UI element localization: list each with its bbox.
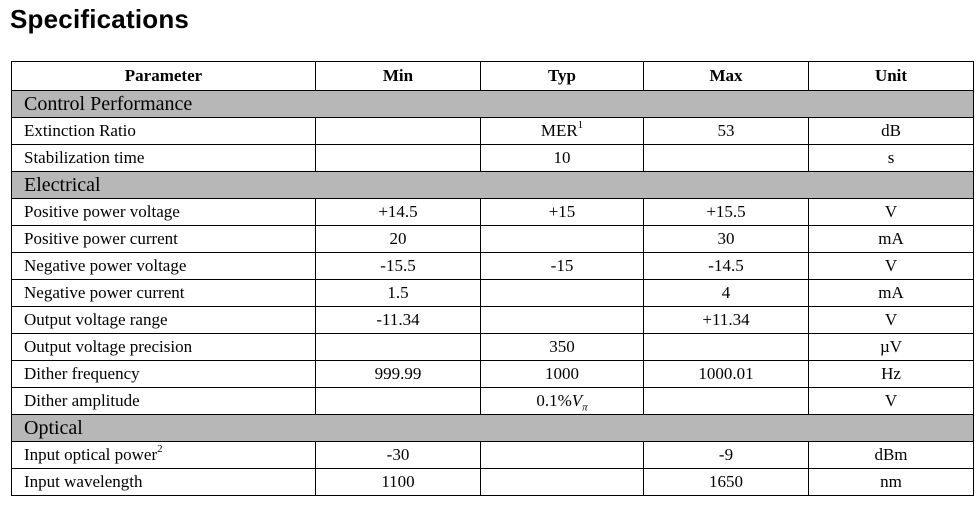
header-unit: Unit (809, 62, 974, 91)
unit-cell: µV (809, 334, 974, 361)
specifications-table (11, 61, 974, 496)
typ-cell (481, 226, 644, 253)
unit-cell: V (809, 199, 974, 226)
param-cell: Dither amplitude (12, 388, 316, 415)
param-cell: Extinction Ratio (12, 118, 316, 145)
table-row (12, 118, 974, 145)
max-cell: -14.5 (644, 253, 809, 280)
footnote-marker: 2 (157, 443, 163, 456)
min-cell: 1.5 (316, 280, 481, 307)
param-cell: Positive power voltage (12, 199, 316, 226)
typ-cell (481, 442, 644, 469)
header-typ: Typ (481, 62, 644, 91)
param-cell: Stabilization time (12, 145, 316, 172)
min-cell: -15.5 (316, 253, 481, 280)
min-cell: 20 (316, 226, 481, 253)
min-cell (316, 118, 481, 145)
min-cell (316, 334, 481, 361)
max-cell: -9 (644, 442, 809, 469)
max-cell (644, 388, 809, 415)
footnote-marker: 1 (577, 119, 584, 132)
typ-variable: V (571, 391, 583, 410)
max-cell: +11.34 (644, 307, 809, 334)
typ-subscript: π (582, 401, 588, 414)
param-cell: Dither frequency (12, 361, 316, 388)
typ-cell: -15 (481, 253, 644, 280)
section-title: Electrical (12, 172, 974, 199)
table-row (12, 469, 974, 496)
max-cell: 1000.01 (644, 361, 809, 388)
typ-value: MER (540, 121, 578, 140)
typ-cell (481, 307, 644, 334)
header-max: Max (644, 62, 809, 91)
typ-cell (481, 388, 644, 415)
min-cell: 1100 (316, 469, 481, 496)
max-cell: +15.5 (644, 199, 809, 226)
typ-cell: 10 (481, 145, 644, 172)
table-row (12, 361, 974, 388)
section-row-control-performance (12, 91, 974, 118)
table-row (12, 145, 974, 172)
typ-cell (481, 280, 644, 307)
min-cell: -30 (316, 442, 481, 469)
max-cell: 30 (644, 226, 809, 253)
param-cell: Input wavelength (12, 469, 316, 496)
param-cell: Output voltage range (12, 307, 316, 334)
param-cell (12, 442, 316, 469)
header-min: Min (316, 62, 481, 91)
unit-cell: mA (809, 280, 974, 307)
unit-cell: V (809, 388, 974, 415)
min-cell (316, 145, 481, 172)
min-cell (316, 388, 481, 415)
unit-cell: dB (809, 118, 974, 145)
page-title: Specifications (10, 4, 190, 34)
unit-cell: nm (809, 469, 974, 496)
section-row-optical (12, 415, 974, 442)
max-cell: 1650 (644, 469, 809, 496)
typ-cell: 1000 (481, 361, 644, 388)
unit-cell: dBm (809, 442, 974, 469)
table-header-row (12, 62, 974, 91)
unit-cell: Hz (809, 361, 974, 388)
table-row (12, 442, 974, 469)
typ-cell (481, 469, 644, 496)
typ-cell: 350 (481, 334, 644, 361)
param-cell: Negative power voltage (12, 253, 316, 280)
min-cell: +14.5 (316, 199, 481, 226)
max-cell: 4 (644, 280, 809, 307)
min-cell: 999.99 (316, 361, 481, 388)
max-cell: 53 (644, 118, 809, 145)
max-cell (644, 334, 809, 361)
param-cell: Positive power current (12, 226, 316, 253)
typ-cell: +15 (481, 199, 644, 226)
min-cell: -11.34 (316, 307, 481, 334)
table-row (12, 226, 974, 253)
section-title: Optical (12, 415, 974, 442)
unit-cell: V (809, 307, 974, 334)
table-row (12, 199, 974, 226)
param-cell: Negative power current (12, 280, 316, 307)
table-row (12, 253, 974, 280)
table-row (12, 307, 974, 334)
typ-prefix: 0.1% (536, 391, 572, 410)
typ-cell (481, 118, 644, 145)
table-row (12, 388, 974, 415)
unit-cell: s (809, 145, 974, 172)
header-parameter: Parameter (12, 62, 316, 91)
unit-cell: V (809, 253, 974, 280)
param-label: Input optical power (24, 445, 158, 464)
table-row (12, 280, 974, 307)
section-row-electrical (12, 172, 974, 199)
max-cell (644, 145, 809, 172)
unit-cell: mA (809, 226, 974, 253)
section-title: Control Performance (12, 91, 974, 118)
param-cell: Output voltage precision (12, 334, 316, 361)
table-row (12, 334, 974, 361)
